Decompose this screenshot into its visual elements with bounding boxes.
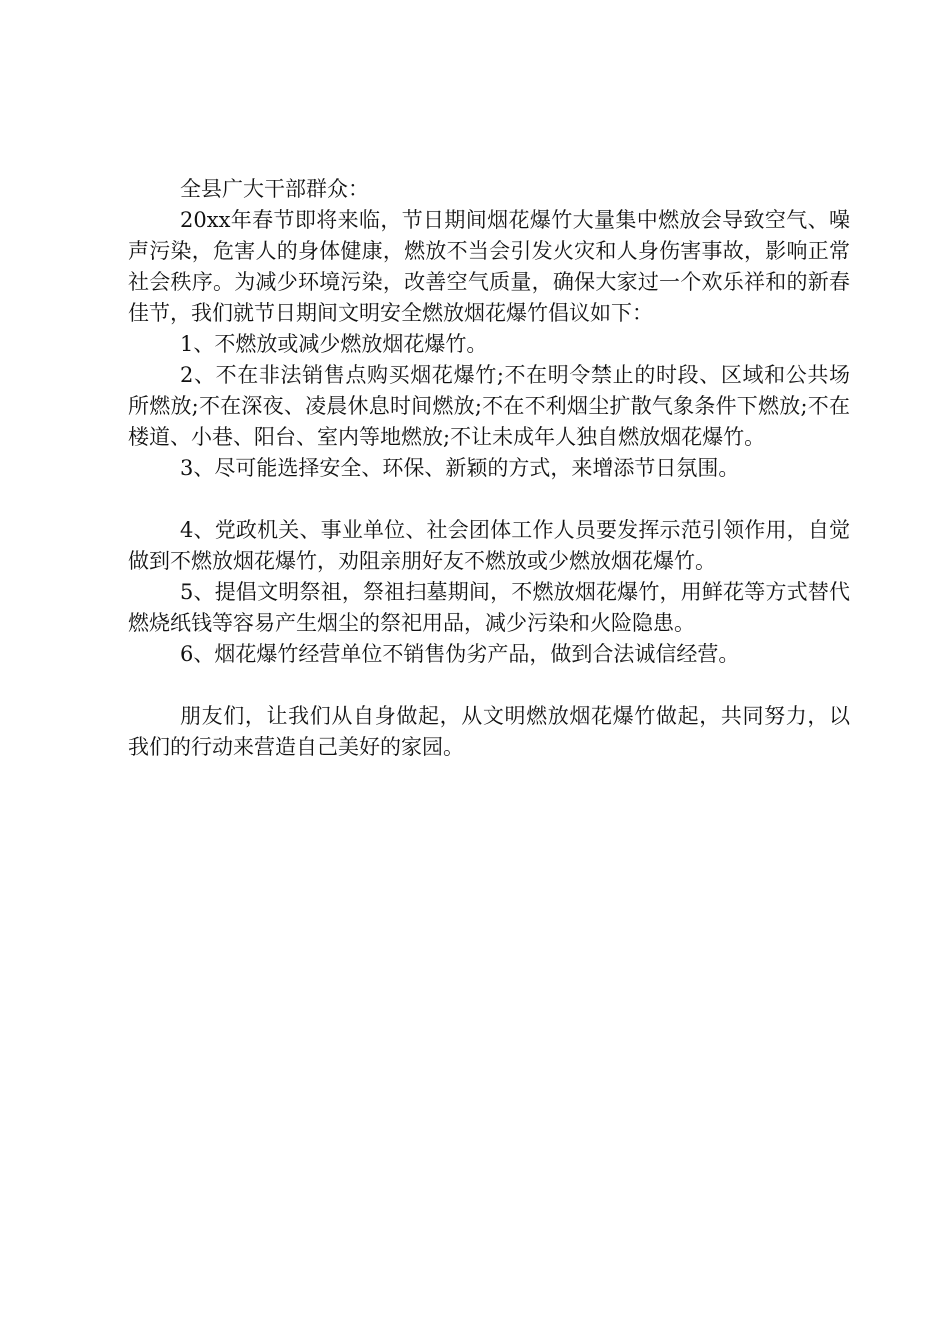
proposal-item-1: 1、不燃放或减少燃放烟花爆竹。 <box>180 332 488 356</box>
paragraph-spacer <box>128 670 850 701</box>
proposal-item-2: 2、不在非法销售点购买烟花爆竹;不在明令禁止的时段、区域和公共场所燃放;不在深夜、凌晨休息时间燃放;不在不利烟尘扩散气象条件下燃放;不在楼道、小巷、阳台、室内等地燃放;不让未成年人独自燃放烟花爆竹。 <box>128 363 850 449</box>
paragraph-spacer <box>128 484 850 515</box>
proposal-item-4: 4、党政机关、事业单位、社会团体工作人员要发挥示范引领作用，自觉做到不燃放烟花爆竹，劝阻亲朋好友不燃放或少燃放烟花爆竹。 <box>128 518 850 573</box>
closing-paragraph: 朋友们，让我们从自身做起，从文明燃放烟花爆竹做起，共同努力，以我们的行动来营造自己美好的家园。 <box>128 704 850 759</box>
proposal-item-3: 3、尽可能选择安全、环保、新颖的方式，来增添节日氛围。 <box>180 456 740 480</box>
salutation: 全县广大干部群众： <box>180 177 369 201</box>
document-body <box>128 174 850 763</box>
intro-paragraph: 20xx年春节即将来临，节日期间烟花爆竹大量集中燃放会导致空气、噪声污染，危害人的身体健康，燃放不当会引发火灾和人身伤害事故，影响正常社会秩序。为减少环境污染，改善空气质量，确保大家过一个欢乐祥和的新春佳节，我们就节日期间文明安全燃放烟花爆竹倡议如下： <box>128 208 850 325</box>
proposal-item-5: 5、提倡文明祭祖，祭祖扫墓期间，不燃放烟花爆竹，用鲜花等方式替代燃烧纸钱等容易产生烟尘的祭祀用品，减少污染和火险隐患。 <box>128 580 850 635</box>
proposal-item-6: 6、烟花爆竹经营单位不销售伪劣产品，做到合法诚信经营。 <box>180 642 740 666</box>
